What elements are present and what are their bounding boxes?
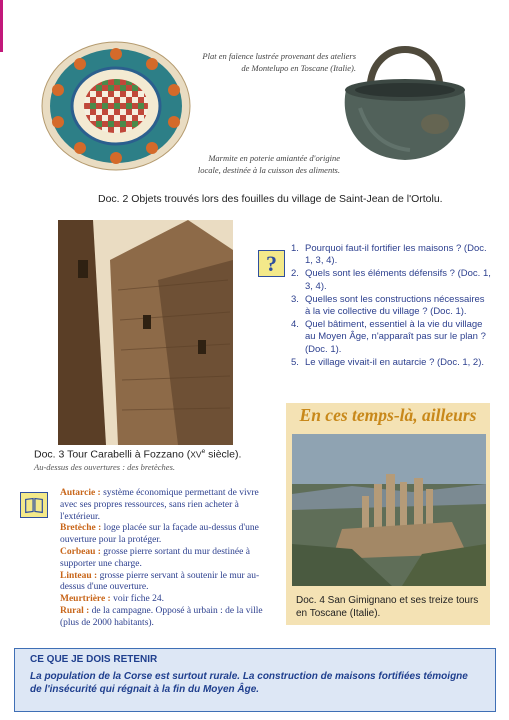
question-item: 1. Pourquoi faut-il fortifier les maisons ? (Doc. 1, 3, 4).	[291, 243, 487, 267]
century-superscript: e	[201, 448, 206, 455]
glossary-entry: Meurtrière : voir fiche 24.	[60, 594, 165, 605]
doc2-title: Doc. 2 Objets trouvés lors des fouilles du village de Saint-Jean de l'Ortolu.	[98, 193, 443, 205]
cooking-pot-image	[330, 28, 480, 166]
doc3-subtitle: Au-dessus des ouvertures : des bretèches.	[34, 462, 176, 472]
century-numeral: XV	[190, 449, 202, 460]
question-item: 3. Quelles sont les constructions nécessaires à la vie collective du village ? (Doc. 1).	[291, 293, 485, 318]
summary-text: La population de la Corse est surtout rurale. La construction de maisons fortifiées témoigne de l'insécurité qui régnait à la fin du Moyen Âge.	[30, 671, 468, 695]
glossary-entry: Linteau : grosse pierre servant à soutenir le mur au-dessus d'une ouverture.	[60, 570, 260, 593]
glossary-entry: Autarcie : système économique permettant de vivre avec ses propres ressources, sans rien acheter à l'extérieur.	[60, 488, 259, 522]
pot-caption: Marmite en poterie amiantée d'origine locale, destinée à la cuisson des aliments.	[197, 153, 340, 175]
faience-plate-image	[40, 40, 192, 172]
glossary-entry: Corbeau : grosse pierre sortant du mur destinée à supporter une charge.	[60, 546, 250, 569]
san-gimignano-photo	[292, 434, 486, 586]
tower-photo	[58, 220, 233, 445]
summary-title: CE QUE JE DOIS RETENIR	[30, 654, 158, 665]
glossary-entry: Bretèche : loge placée sur la façade au-dessus d'une ouverture pour la protéger.	[60, 523, 259, 546]
doc3-title: Doc. 3 Tour Carabelli à Fozzano (XVe siècle).	[34, 448, 242, 461]
questions-list	[291, 243, 491, 370]
page-edge-marker	[0, 0, 3, 52]
question-item: 4. Quel bâtiment, essentiel à la vie du village au Moyen Âge, n'apparaît pas sur le plan ? (Doc. 1).	[291, 318, 486, 355]
glossary	[60, 488, 275, 630]
question-mark-icon: ?	[258, 250, 285, 277]
elsewhere-title: En ces temps-là, ailleurs	[299, 405, 477, 425]
glossary-entry: Rural : de la campagne. Opposé à urbain : de la ville (plus de 2000 habitants).	[60, 605, 263, 628]
doc4-caption: Doc. 4 San Gimignano et ses treize tours en Toscane (Italie).	[296, 595, 479, 619]
plate-caption: Plat en faïence lustrée provenant des ateliers de Montelupo en Toscane (Italie).	[202, 51, 356, 73]
question-item: 2. Quels sont les éléments défensifs ? (Doc. 1, 3, 4).	[291, 268, 491, 292]
book-icon	[20, 492, 48, 518]
question-item: 5. Le village vivait-il en autarcie ? (Doc. 1, 2).	[291, 356, 484, 368]
